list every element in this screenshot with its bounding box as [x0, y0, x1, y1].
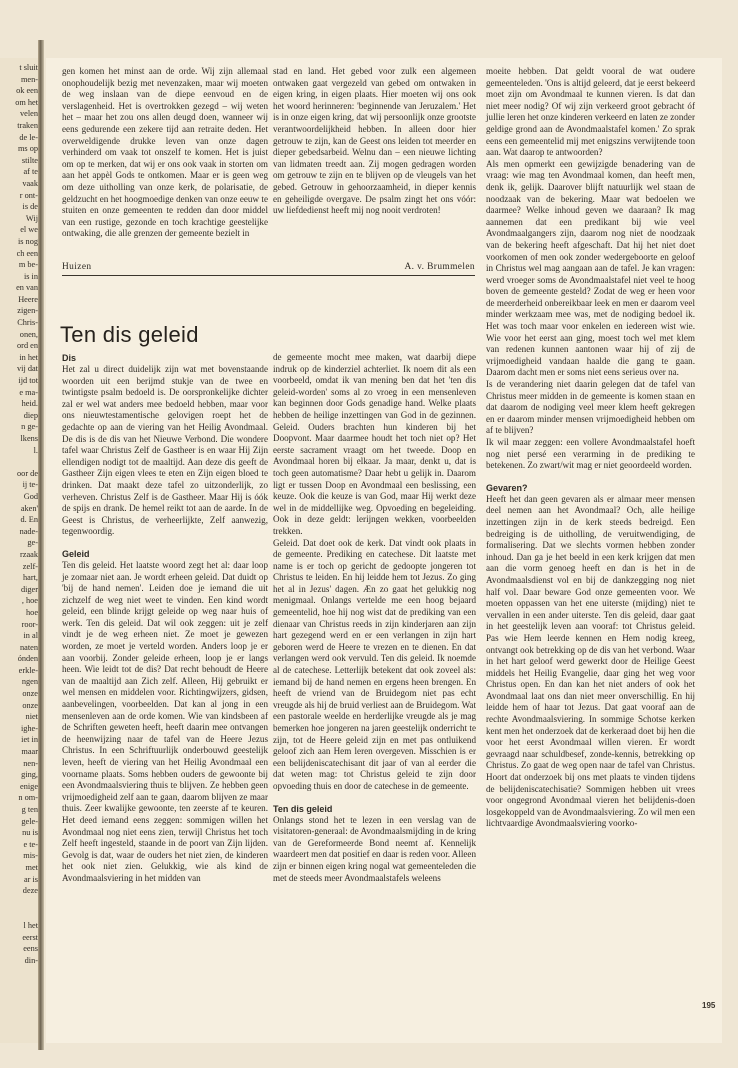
previous-page-fragment: el we [20, 225, 38, 235]
previous-page-fragment: niet [25, 712, 38, 722]
previous-page-fragment: is nog [17, 236, 38, 246]
previous-page-fragment: zelf- [22, 561, 38, 571]
paragraph-gevaren: Heeft het dan geen gevaren als er almaar meer mensen deel nemen aan het Avondmaal? Och, alle heilige inzettingen zijn in de kerk steeds bedreigd. Een bedreiging is de uitholling, de veruitwendiging, de formalisering. Dat we slechts vormen hebben zonder inhoud. Dan ga je het beeld in een kerk krijgen dat men aan die vorm genoeg heeft en dan is het in de Avondmaalsdienst vol en bij de dankzegging nog niet half vol. Daar beware God onze gemeenten voor. We moeten oppassen van het ene uiterste (mijding) niet te vervallen in een ander uiterste. Ten dis geleid, daar gaat in het geestelijk leven aan vooraf: tot Christus geleid. Pas wie Hem leerde kennen en Hem nodig kreeg, ontvangt ook betrekking op de dis van het verbond. Waar in het hart geloof werd gewerkt door de Heilige Geest middels het Heilig Evangelie, daar ging het weg voor Christus open. En dan kan het niet anders of ook het Avondmaal laat ons dan niet meer onverschillig. En hij leidde hem of haar tot Jezus. Dat gaat vooraf aan de rechte Avondmaalsviering. In sommige Schotse kerken kent men het onderzoek dat de kerkeraad doet bij hen die voor het eerst Avondmaal willen vieren. Er wordt gevraagd naar schuldbesef, zonde-kennis, betrekking op Christus. Zo gaat de weg open naar de tafel van Christus. Hoort dat onderzoek bij ons met plaats te vinden tijdens de belijdeniscatechisatie? Sommigen hebben uit vrees voor ongegrond Avondmaal vieren het belijdenis-doen losgekoppeld van de Avondmaalsviering. Zo wil men een lichtvaardige Avondmaalsviering voorko- [486, 493, 695, 829]
top-article-column-2 [273, 66, 476, 217]
previous-page-fragment: ge- [27, 538, 38, 548]
subheading-gevaren: Gevaren? [486, 482, 528, 493]
article-column-3 [486, 66, 695, 830]
paragraph-dis: Het zal u direct duidelijk zijn wat met bovenstaande woorden uit een berijmd stukje van de twee en twintigste psalm bedoeld is. De oorspronkelijke dichter zal er wel wat anders mee bedoeld hebben, maar voor ons nieuwtestamentische gelovigen roept het de gedachte op aan de viering van het Heilig Avondmaal. De dis is de dis van het Nieuwe Verbond. Die wondere tafel waar Christus Zelf de Gastheer is en waar Hij Zijn ellendigen nodigt tot de maaltijd. Aan deze dis geeft de Gastheer Zijn eigen vlees te eten en Zijn eigen bloed te drinken. Dat maakt deze tafel zo uitzonderlijk, zo verheven. Christus Zelf is de Gastheer. Maar Hij is óók de spijs en drank. De hemel reikt tot aan de aarde. In de Geest is Christus, de verheerlijkte, Zelf aanwezig, tegenwoordig. [62, 364, 268, 537]
previous-page-fragment: en van [16, 283, 38, 293]
previous-page-fragment: traken [17, 120, 38, 130]
previous-page-fragment: ging, [21, 770, 38, 780]
previous-page-fragment: vij dat [17, 364, 38, 374]
previous-page-fragment: diger [20, 584, 38, 594]
previous-page-fragment: onen, [19, 329, 38, 339]
previous-page-fragment: enige [20, 781, 38, 791]
previous-page-fragment: din- [24, 955, 38, 965]
previous-page-fragment: ijd tot [18, 376, 38, 386]
previous-page-fragment: mis- [23, 851, 38, 861]
previous-page-fragment: erkle- [18, 665, 38, 675]
previous-page-fragment: hart, [23, 573, 38, 583]
previous-page-fragment: eens [23, 944, 38, 954]
previous-page-fragment: velen [20, 109, 38, 119]
top-article-text-1: gen komen het minst aan de orde. Wij zijn allemaal onophoudelijk bezig met nevenzaken, maar wij moeten de weg inslaan van de diepe eenvoud en de verslagenheid. Het is overtrokken gezegd – wij weten het – maar het zou ons allen deugd doen, wanneer wij eens gedurende een zekere tijd aan retraite deden. Het overweldigende drukke leven van onze dagen verhinderd om vaak tot onszelf te komen. Het is juist om op te merken, dat wij er ons ook vaak in storten om aan het appèl Gods te ontkomen. Maar er is geen weg om deze uitholling van onze kerk, de polarisatie, de geldzucht en het hoogmoedige denken van onze eeuw te stuiten en onze gemeenten te redden dan door middel van een rustige, gezonde en toch krachtige geestelijke ontwaking, die alle grenzen der gemeente bezielt in [62, 66, 268, 239]
page-number: 195 [702, 1001, 716, 1010]
previous-page-fragment [0, 456, 38, 468]
previous-page-fragment: roor- [21, 619, 38, 629]
previous-page-fragment: d. En [20, 515, 38, 525]
previous-page-fragment: g ten [21, 805, 38, 814]
previous-page-fragment: is de [22, 202, 38, 212]
previous-page-fragment: lkens [20, 434, 38, 443]
author-signature [62, 262, 475, 276]
previous-page-fragment: eerst [22, 932, 38, 942]
previous-page-fragment: zigen- [17, 306, 38, 316]
paragraph-col3-b: Als men opmerkt een gewijzigde benadering van de vraag: wie mag ten Avondmaal komen, dan heeft men, denk ik, gelijk. Daarover blijft natuurlijk wel staan de noodzaak van de bekering. Maar wat bedoelen we daarmee? Welke inhoud geven we daaraan? Ik mag aannemen dat een predikant bij wie veel Avondmaalgangers zijn, daarom nog niet de noodzaak van de bekering heeft afgeschaft. Dat hij het niet doet voorkomen of men ook zonder wedergeboorte en geloof in Christus wel mag aangaan aan de tafel. Je kan vragen: werd vroeger soms de Avondmaalstafel niet veel te hoog boven de gemeente gesteld? Zodat de weg er heen voor de meerderheid onbereikbaar leek en men er daarom veel minder werkzaam mee was, met de nodiging bedoel ik. Het was toch maar voor enkelen en iedereen wist wie. Wie voor het eerst aan ging, moest toch wel met klem van redenen kunnen aantonen waar hij of zij de vrijmoedigheid vandaan haalde die gang te gaan. Daarom dacht men er soms niet eens serieus over na. [486, 158, 695, 378]
previous-page-fragment: af te [23, 167, 38, 177]
previous-page-text [0, 62, 40, 966]
article-column-1 [62, 352, 268, 885]
paragraph-col3-d: Ik wil maar zeggen: een vollere Avondmaalstafel hoeft nog niet persé een verarming in de prediking te betekenen. Zo zwart/wit mag er niet geoordeeld worden. [486, 437, 695, 471]
previous-page-fragment: maar [21, 747, 38, 757]
previous-page-fragment: ar is [23, 874, 38, 884]
subheading-dis: Dis [62, 353, 77, 363]
paragraph-col2-b: Geleid. Dat doet ook de kerk. Dat vindt ook plaats in de gemeente. Prediking en catechese. Dit laatste met name is er toch op gericht de gedoopte jongeren tot Christus te leiden. En hij leidde hem tot Jezus. Zo ging het al in Jezus' dagen. Æn zo gaat het gelukkig nog menigmaal. Onlangs vertelde me een hoog bejaard gemeentelid, hoe hij nog wist dat de prediking van een dienaar van Christus reeds in zijn kinderjaren aan zijn hart gezegend werd en er een verlangen in zijn hart geboren werd de Heere te vrezen en te dienen. En dat verlangen werd ook vervuld. Ten dis geleid. Ik noemde al de catechese. Letterlijk betekent dat ook zoveel als: iemand bij de hand nemen en ergens heen brengen. En heeft de vriend van de Bruidegom niet pas echt vreugde als hij de bruid verliest aan de Bruidegom. Wat een pastorale weelde en herderlijke vreugde als je mag bemerken hoe jongeren na jaren geestelijk onderricht te zijn, tot de Heere geleid zijn en met pas ontluikend geloof zich aan Hem leren overgeven. Misschien is er een belijdeniscatechisant dit jaar of van al eerder die dat weten mag: tot Christus geleid te zijn door opvoeding thuis en door de catechese in de gemeente. [273, 537, 476, 791]
previous-page-fragment: rzaak [20, 549, 38, 559]
previous-page-fragment: heid. [21, 399, 38, 409]
previous-page-fragment [0, 908, 38, 920]
previous-page-fragment [0, 897, 38, 909]
previous-page-edge [0, 58, 40, 1043]
top-article-column-1 [62, 66, 268, 240]
previous-page-fragment: met [25, 862, 38, 872]
previous-page-fragment: om het [15, 97, 38, 107]
previous-page-fragment: onze [22, 700, 38, 710]
previous-page-fragment: deze [22, 886, 38, 896]
previous-page-fragment: diep [23, 410, 38, 420]
previous-page-fragment: ngen [21, 677, 38, 687]
previous-page-fragment: r ont- [19, 190, 38, 200]
signature-author: A. v. Brummelen [404, 262, 475, 272]
previous-page-fragment: m be- [18, 260, 38, 270]
previous-page-fragment: God [23, 491, 38, 501]
previous-page-fragment: de le- [19, 132, 38, 142]
previous-page-fragment: e te- [23, 839, 38, 849]
previous-page-fragment: men- [20, 74, 38, 84]
previous-page-fragment: Wij [25, 213, 38, 223]
previous-page-fragment: ch een [16, 248, 38, 258]
previous-page-fragment: Chris- [17, 318, 38, 328]
previous-page-fragment: nu is [22, 828, 38, 838]
subheading-ten-dis-geleid: Ten dis geleid [273, 803, 333, 814]
paragraph-col3-a: moeite hebben. Dat geldt vooral de wat oudere gemeenteleden. 'Ons is altijd geleerd, dat je eerst bekeerd moet zijn om Avondmaal te kunnen vieren. Is dat dan niet meer nodig? Of wij zijn verkeerd groot gebracht óf jullie leren het onze kinderen verkeerd en laten ze zonder geldige grond aan de Avondmaalstafel komen.' Zo sprak eens een gemeentelid mij met enigszins verwijtende toon aan. Wat daarop te antwoorden? [486, 66, 695, 158]
previous-page-fragment: in al [23, 631, 38, 641]
previous-page-fragment: onze [22, 689, 38, 699]
article-title: Ten dis geleid [60, 322, 199, 347]
previous-page-fragment: ms op [17, 144, 38, 154]
previous-page-fragment: ord en [17, 341, 38, 351]
subheading-geleid: Geleid [62, 548, 90, 559]
previous-page-fragment: in het [19, 352, 38, 362]
previous-page-fragment: l. [33, 445, 38, 455]
previous-page-fragment: n ge- [21, 422, 38, 432]
previous-page-fragment: e ma- [19, 387, 38, 397]
paragraph-col2-a: de gemeente mocht mee maken, wat daarbij diepe indruk op de kinderziel achterliet. Ik noem dit als een voorbeeld, omdat ik van mening ben dat het 'ten dis geleid-worden' soms al zo vroeg in een mensenleven kan beginnen door Gods genadige hand. Welke plaats hebben de heilige inzettingen van God in de gezinnen. Geleid. Ouders brachten hun kinderen bij het Doopvont. Maar daarmee houdt het toch niet op? Het eerste sacrament vraagt om het tweede. Doop en Avondmaal horen bij elkaar. Ja maar, denkt u, dat is toch geen automatisme? Daar hebt u gelijk in. Daarom ligt er tussen Doop en Avondmaal een beslissing, een keuze. Ook die keuze is van God, maar Hij werkt deze wel in de middellijke weg. Opvoeding en begeleiding. Ook in deze geldt: lerijngen wekken, voorbeelden trekken. [273, 352, 476, 536]
previous-page-fragment: is in [23, 271, 38, 281]
previous-page-fragment: n om- [18, 793, 38, 803]
previous-page-fragment: stilte [21, 155, 38, 165]
previous-page-fragment: naten [20, 642, 38, 652]
paragraph-geleid: Ten dis geleid. Het laatste woord zegt het al: daar loop je zomaar niet aan. Je wordt erheen geleid. Dat duidt op 'bij de hand nemen'. Leiden doe je iemand die uit zichzelf de weg niet weet te vinden. Een kind wordt geleid, een blinde krijgt geleide op weg naar huis of werk. Ten dis geleid. Dat wil ook zeggen: uit je zelf vindt je de weg erheen niet. Ze moet je gewezen worden, ze moet je verteld worden. Anders loop je er aan voorbij. Zonder geleide erheen, loop je er langs heen. Wie leidt tot de dis? Dat recht behoudt de Heere van de maaltijd aan Zich zelf. Alleen, Hij gebruikt er wel mensen en middelen voor. Richtingwijzers, gidsen, aanbevelingen, voorbeelden. Dat kan al jong in een mensenleven aan de orde komen. Wie van kindsbeen af de Schriften geweten heeft, heeft daarin mee ontvangen de heenwijzing naar de tafel van de Heere Jezus Christus. In een Schriftuurlijk onderbouwd geestelijk leven, heeft de viering van het Heilig Avondmaal een voorname plaats. Soms hebben ouders de gewoonte bij een Avondmaalsviering thuis te blijven. Ze hebben geen vrijmoedigheid zelf aan te gaan, daarom blijven ze maar thuis. Zeer kwalijke gewoonte, ten zeerste af te keuren. Het deed iemand eens zeggen: sommigen willen het Avondmaal nog niet eens zien, terwijl Christus het toch Zelf heeft ingesteld, staande in de poort van Zijn lijden. Gevolg is dat, waar de ouders het niet zien, de kinderen het ook niet zien. Gelukkig, wie als kind de Avondmaalsviering in het midden van [62, 559, 268, 883]
paragraph-col3-c: Is de verandering niet daarin gelegen dat de tafel van Christus meer midden in de gemeente is komen staan en dat daarom de nodiging veel meer klem heeft gekregen en er daarom minder mensen vrijmoedigheid hebben om af te blijven? [486, 379, 695, 436]
previous-page-fragment: Heere [18, 294, 38, 304]
previous-page-fragment: ighe- [20, 723, 38, 733]
previous-page-fragment: ok een [16, 86, 38, 96]
previous-page-fragment: t sluit [19, 63, 38, 72]
previous-page-fragment: , hoe [21, 596, 38, 606]
previous-page-fragment: oor de [17, 468, 38, 478]
previous-page-fragment: gele- [21, 816, 38, 826]
previous-page-fragment: iet in [21, 735, 38, 745]
book-gutter [38, 40, 44, 1050]
previous-page-fragment: aken' [20, 503, 38, 513]
paragraph-ten-dis: Onlangs stond het te lezen in een verslag van de visitatoren-generaal: de Avondmaalsmijding in de kring van de Gereformeerde Bond neemt af. Kennelijk waardeert men dat positief en daar is reden voor. Alleen zijn er binnen eigen kring nogal wat gemeenteleden die met de steeds meer Avondmaalstafels weleens [273, 814, 477, 883]
article-column-2 [273, 352, 476, 884]
previous-page-fragment: hoe [26, 607, 38, 617]
previous-page-fragment: ónden [17, 654, 38, 664]
previous-page-fragment: ij te- [22, 480, 38, 490]
previous-page-fragment: nade- [19, 526, 38, 536]
signature-place: Huizen [62, 262, 92, 272]
previous-page-fragment: nen- [23, 758, 38, 768]
previous-page-fragment: l het [23, 920, 38, 930]
top-article-text-2: stad en land. Het gebed voor zulk een algemeen ontwaken gaat vergezeld van gebed om ontwaken in eigen kring, in eigen plaats. Hier moeten wij ons ook het woord herinneren: 'beginnende van Jeruzalem.' Het is in onze eigen kring, dat wij persoonlijk onze grootste verantwoordelijkheid hebben. In alleen door hier getrouw te zijn, kan de Geest ons leiden tot meerder en dieper gebedsarbeid. Welnu dan – een nieuwe lichting van lidmaten treedt aan. Zij mogen gedragen worden om getrouw te zijn en te blijven op de vleugels van het gebed. Getrouw in gehoorzaamheid, in dieper kennis en geheiligde overgave. De psalm zingt het ons vóór: uw liefdedienst heeft mij nog nooit verdroten! [273, 66, 476, 216]
previous-page-fragment: vaak [22, 178, 38, 188]
